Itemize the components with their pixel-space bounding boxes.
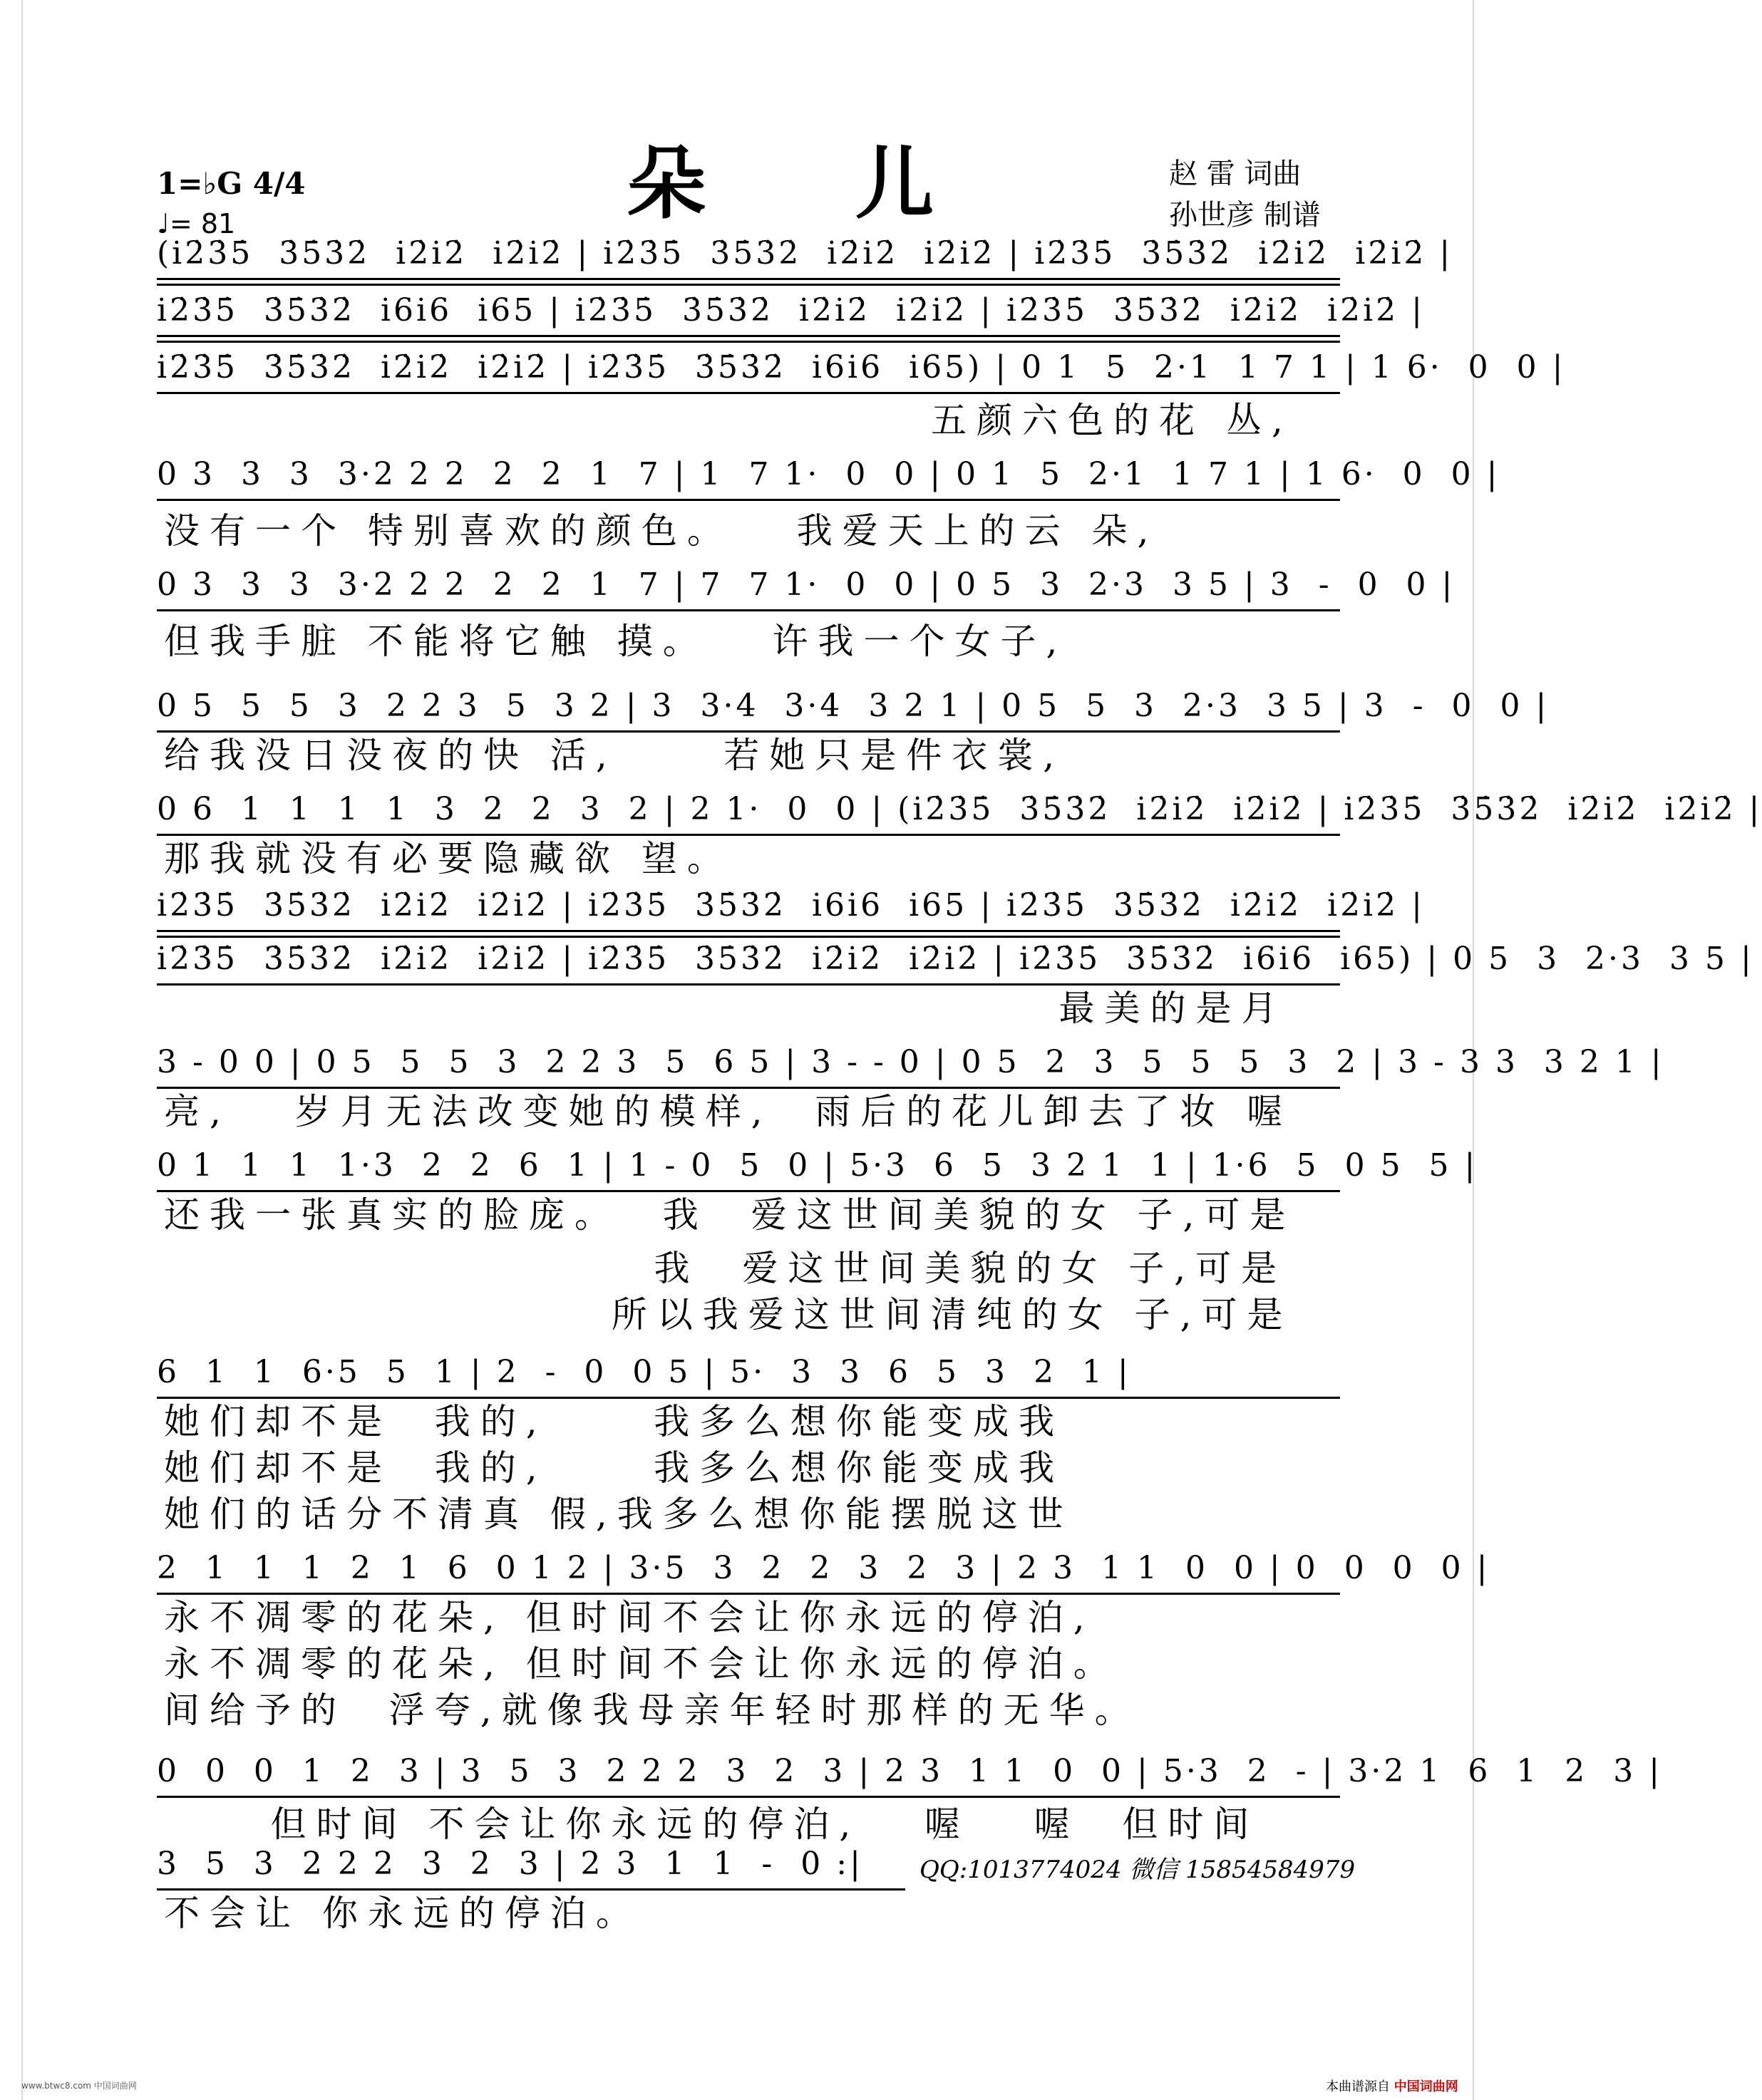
tempo-mark: ♩= 81 <box>157 208 236 239</box>
beam-line <box>157 284 1340 286</box>
beam-line <box>157 609 1340 611</box>
notation-line-10: 3 - 0 0 | 0 5 5 5 3 2 2 3 5 6 5 | 3 - - 0 | 0 5 2 3 5 5 5 3 2 | 3 - 3 3 3 2 1 | <box>157 1044 1664 1080</box>
beam-line <box>157 278 1340 280</box>
lyric-line-12b: 她们却不是 我的, 我多么想你能变成我 <box>164 1447 1065 1489</box>
song-title: 朵 儿 <box>627 138 996 229</box>
lyric-line-12c: 她们的话分不清真 假,我多么想你能摆脱这世 <box>164 1494 1073 1535</box>
beam-line <box>157 936 1340 938</box>
lyric-line-11c: 所以我爱这世间清纯的女 子,可是 <box>164 1294 1293 1335</box>
notation-line-11: 0 1 1 1 1·3 2 2 6 1 | 1 - 0 5 0 | 5·3 6 5 3 2 1 1 | 1·6 5 0 5 5 | <box>157 1147 1478 1184</box>
lyric-line-12a: 她们却不是 我的, 我多么想你能变成我 <box>164 1401 1065 1442</box>
left-margin-strip <box>0 0 23 2100</box>
credits <box>1169 153 1321 236</box>
notation-line-14: 0 0 0 1 2 3 | 3 5 3 2 2 2 3 2 3 | 2 3 1 1 0 0 | 5·3 2 - | 3·2 1 6 1 2 3 | <box>157 1753 1663 1789</box>
beam-line <box>157 499 1340 501</box>
notation-line-3: i2̇3̇5̇ 3̇5̇3̇2̇ i2̇i2̇ i2̇i2̇ | i2̇3̇5̇ 3̇5̇3̇2̇ i6i6 i65) | 0 1 5 2·1 1 7 1 | 1 6· 0 0 | <box>157 349 1566 386</box>
lyric-line-5: 但我手脏 不能将它触 摸。 许我一个女子, <box>164 621 1068 662</box>
lyric-line-11a: 还我一张真实的脸庞。 我 爱这世间美貌的女 子,可是 <box>164 1194 1296 1236</box>
footer-brand: 中国词曲网 <box>1393 2079 1458 2094</box>
beam-line <box>157 341 1340 343</box>
notation-line-4: 0 3 3 3 3·2 2 2 2 2 1 7 | 1 7 1· 0 0 | 0 1 5 2·1 1 7 1 | 1 6· 0 0 | <box>157 456 1500 492</box>
notation-line-9: i2̇3̇5̇ 3̇5̇3̇2̇ i2̇i2̇ i2̇i2̇ | i2̇3̇5̇ 3̇5̇3̇2̇ i2̇i2̇ i2̇i2̇ | i2̇3̇5̇ 3̇5̇3̇2̇ i6i6 i65) | 0 5 3 2·3 3 5 | <box>157 941 1754 977</box>
footer-site: www.btwc8.com 中国词曲网 <box>21 2081 137 2091</box>
notation-line-1: (i2̇3̇5̇ 3̇5̇3̇2̇ i2̇i2̇ i2̇i2̇ | i2̇3̇5̇ 3̇5̇3̇2̇ i2̇i2̇ i2̇i2̇ | i2̇3̇5̇ 3̇5̇3̇2̇ i2̇i2̇ i2̇i2̇ | <box>157 235 1453 271</box>
notation-line-2: i2̇3̇5̇ 3̇5̇3̇2̇ i6i6 i65 | i2̇3̇5̇ 3̇5̇3̇2̇ i2̇i2̇ i2̇i2̇ | i2̇3̇5̇ 3̇5̇3̇2̇ i2̇i2̇ i2̇i2̇ | <box>157 292 1425 329</box>
notation-line-7: 0 6 1 1 1 1 3 2 2 3 2 | 2 1· 0 0 | (i2̇3̇5̇ 3̇5̇3̇2̇ i2̇i2̇ i2̇i2̇ | i2̇3̇5̇ 3̇5̇3̇2̇ i2̇i2̇ i2̇i2̇ | <box>157 791 1762 827</box>
lyric-line-9: 最美的是月 <box>164 988 1287 1029</box>
footer-source <box>1326 2076 1458 2095</box>
contact-info: QQ:1013774024 微信 15854584979 <box>919 1856 1356 1884</box>
notation-line-12: 6 1 1 6·5 5 1 | 2 - 0 0 5 | 5· 3 3 6 5 3 2 1 | <box>157 1354 1131 1390</box>
lyric-line-10: 亮, 岁月无法改变她的模样, 雨后的花儿卸去了妆 喔 <box>164 1091 1293 1132</box>
lyric-line-13a: 永不凋零的花朵, 但时间不会让你永远的停泊, <box>164 1597 1095 1638</box>
notation-line-8: i2̇3̇5̇ 3̇5̇3̇2̇ i2̇i2̇ i2̇i2̇ | i2̇3̇5̇ 3̇5̇3̇2̇ i6i6 i65 | i2̇3̇5̇ 3̇5̇3̇2̇ i2̇i2̇ i2̇i2̇ | <box>157 887 1425 924</box>
notation-line-15: 3 5 3 2 2 2 3 2 3 | 2 3 1 1 - 0 :| <box>157 1846 863 1882</box>
key-signature: 1=♭G 4/4 <box>157 166 306 201</box>
lyric-line-11b: 我 爱这世间美貌的女 子,可是 <box>164 1248 1287 1289</box>
arranger-credit: 孙世彦 制谱 <box>1169 199 1321 232</box>
lyric-line-13b: 永不凋零的花朵, 但时间不会让你永远的停泊。 <box>164 1643 1119 1685</box>
notation-line-6: 0 5 5 5 3 2 2 3 5 3 2 | 3 3·4 3·4 3 2 1 | 0 5 5 3 2·3 3 5 | 3 - 0 0 | <box>157 688 1550 724</box>
lyric-line-15: 不会让 你永远的停泊。 <box>164 1893 642 1934</box>
key-signature-block <box>157 164 306 244</box>
notation-line-5: 0 3 3 3 3·2 2 2 2 2 1 7 | 7 7 1· 0 0 | 0 5 3 2·3 3 5 | 3 - 0 0 | <box>157 567 1456 603</box>
notation-line-13: 2 1 1 1 2 1 6 0 1 2 | 3·5 3 2 2 3 2 3 | 2 3 1 1 0 0 | 0 0 0 0 | <box>157 1550 1490 1586</box>
lyric-line-14: 但时间 不会让你永远的停泊, 喔 喔 但时间 <box>164 1804 1259 1845</box>
lyric-line-3: 五颜六色的花 丛, <box>164 400 1293 441</box>
beam-line <box>157 335 1340 337</box>
lyric-line-6: 给我没日没夜的快 活, 若她只是件衣裳, <box>164 735 1065 776</box>
footer-source-prefix: 本曲谱源自 <box>1326 2079 1390 2094</box>
beam-line <box>157 930 1340 932</box>
composer-credit: 赵 雷 词曲 <box>1169 157 1302 190</box>
lyric-line-13c: 间给予的 浮夸,就像我母亲年轻时那样的无华。 <box>164 1690 1140 1731</box>
lyric-line-4: 没有一个 特别喜欢的颜色。 我爱天上的云 朵, <box>164 510 1159 552</box>
lyric-line-7: 那我就没有必要隐藏欲 望。 <box>164 838 733 879</box>
